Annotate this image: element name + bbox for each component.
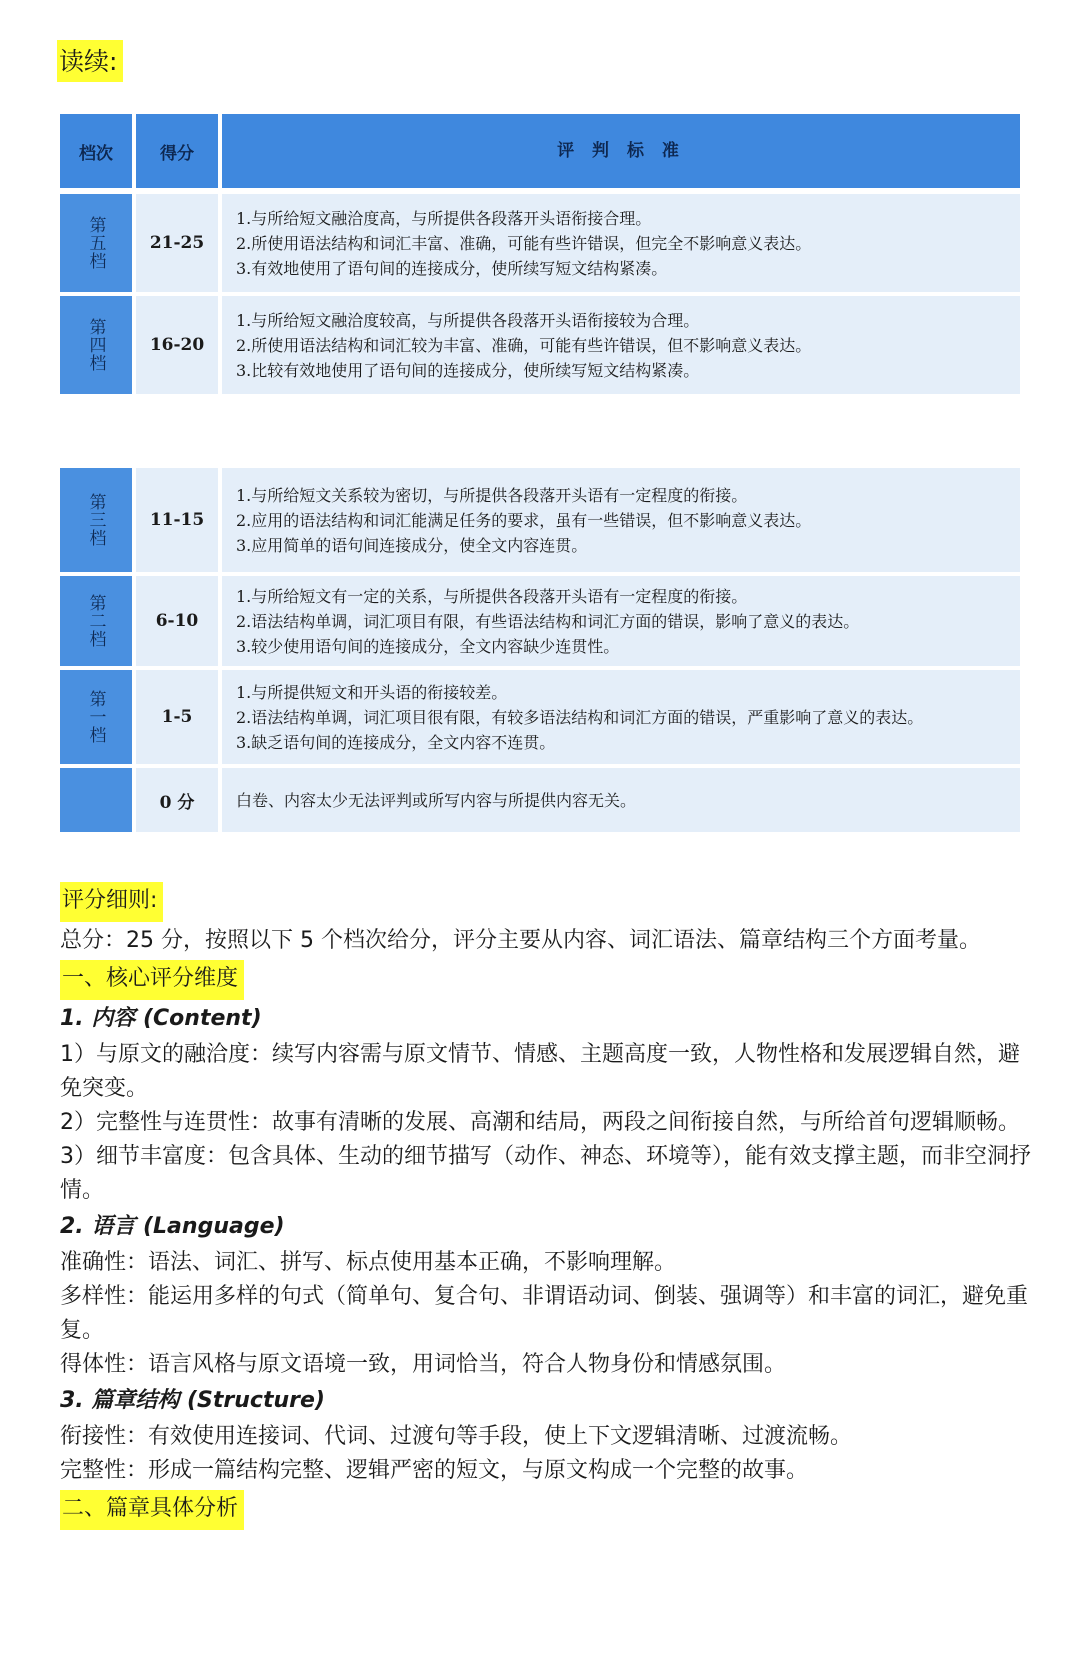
scoring-intro: 总分：25 分，按照以下 5 个档次给分，评分主要从内容、词汇语法、篇章结构三个方面考量。 <box>60 928 981 953</box>
header-criteria: 评 判 标 准 <box>218 114 1020 188</box>
table-header-row <box>60 114 1020 188</box>
table-row <box>60 468 1020 572</box>
paragraph: 衔接性：有效使用连接词、代词、过渡句等手段，使上下文逻辑清晰、过渡流畅。 <box>60 1424 853 1449</box>
table-row <box>60 188 1020 292</box>
score-range: 1-5 <box>132 670 218 764</box>
criteria-line: 3.较少使用语句间的连接成分，全文内容缺少连贯性。 <box>236 636 620 656</box>
criteria-line: 1.与所给短文融洽度高，与所提供各段落开头语衔接合理。 <box>236 208 652 228</box>
criteria-line: 3.有效地使用了语句间的连接成分，使所续写短文结构紧凑。 <box>236 258 668 278</box>
criteria-line: 1.与所给短文融洽度较高，与所提供各段落开头语衔接较为合理。 <box>236 310 700 330</box>
scoring-heading: 评分细则: <box>60 882 163 922</box>
paragraph: 多样性：能运用多样的句式（简单句、复合句、非谓语动词、倒装、强调等）和丰富的词汇，避免重复。 <box>60 1284 1029 1343</box>
subheading-content: 1. 内容 (Content) <box>60 1006 262 1031</box>
subheading-language: 2. 语言 (Language) <box>60 1214 285 1239</box>
score-range: 21-25 <box>132 194 218 292</box>
scoring-details <box>60 880 1040 1532</box>
paragraph: 准确性：语法、词汇、拼写、标点使用基本正确，不影响理解。 <box>60 1250 677 1275</box>
criteria-line: 3.应用简单的语句间连接成分，使全文内容连贯。 <box>236 535 588 555</box>
table-row <box>60 666 1020 764</box>
criteria-line: 2.所使用语法结构和词汇较为丰富、准确，可能有些许错误，但不影响意义表达。 <box>236 335 812 355</box>
section-heading: 一、核心评分维度 <box>60 960 244 1000</box>
criteria-line: 3.比较有效地使用了语句间的连接成分，使所续写短文结构紧凑。 <box>236 360 700 380</box>
criteria-line: 1.与所给短文关系较为密切，与所提供各段落开头语有一定程度的衔接。 <box>236 485 748 505</box>
criteria-line: 2.语法结构单调，词汇项目有限，有些语法结构和词汇方面的错误，影响了意义的表达。 <box>236 611 860 631</box>
score-range: 0 分 <box>132 768 218 832</box>
criteria-line: 白卷、内容太少无法评判或所写内容与所提供内容无关。 <box>236 790 637 810</box>
rubric-table-top <box>60 114 1020 394</box>
score-range: 11-15 <box>132 468 218 572</box>
paragraph: 完整性：形成一篇结构完整、逻辑严密的短文，与原文构成一个完整的故事。 <box>60 1458 809 1483</box>
level-label: 第五档 <box>85 216 106 270</box>
table-row <box>60 292 1020 394</box>
criteria-line: 2.应用的语法结构和词汇能满足任务的要求，虽有一些错误，但不影响意义表达。 <box>236 510 812 530</box>
paragraph: 得体性：语言风格与原文语境一致，用词恰当，符合人物身份和情感氛围。 <box>60 1352 787 1377</box>
table-row <box>60 572 1020 666</box>
criteria-line: 1.与所提供短文和开头语的衔接较差。 <box>236 682 508 702</box>
level-label: 第三档 <box>85 493 106 547</box>
table-row <box>60 764 1020 832</box>
header-level: 档次 <box>60 114 132 188</box>
paragraph: 2）完整性与连贯性：故事有清晰的发展、高潮和结局，两段之间衔接自然，与所给首句逻辑顺畅。 <box>60 1110 1021 1135</box>
paragraph: 1）与原文的融洽度：续写内容需与原文情节、情感、主题高度一致，人物性格和发展逻辑自然，避免突变。 <box>60 1042 1021 1101</box>
rubric-table-bottom <box>60 468 1020 832</box>
score-range: 16-20 <box>132 296 218 394</box>
criteria-line: 2.语法结构单调，词汇项目很有限，有较多语法结构和词汇方面的错误，严重影响了意义的表达。 <box>236 707 924 727</box>
level-label: 第二档 <box>85 594 106 648</box>
level-label: 第四档 <box>85 318 106 372</box>
level-label: 第一档 <box>85 690 106 744</box>
page-title: 读续: <box>57 40 123 82</box>
criteria-line: 2.所使用语法结构和词汇丰富、准确，可能有些许错误，但完全不影响意义表达。 <box>236 233 812 253</box>
score-range: 6-10 <box>132 576 218 666</box>
criteria-line: 1.与所给短文有一定的关系，与所提供各段落开头语有一定程度的衔接。 <box>236 586 748 606</box>
section-heading: 二、篇章具体分析 <box>60 1490 244 1530</box>
header-score: 得分 <box>132 114 218 188</box>
subheading-structure: 3. 篇章结构 (Structure) <box>60 1388 325 1413</box>
criteria-line: 3.缺乏语句间的连接成分，全文内容不连贯。 <box>236 732 556 752</box>
paragraph: 3）细节丰富度：包含具体、生动的细节描写（动作、神态、环境等），能有效支撑主题，而非空洞抒情。 <box>60 1144 1032 1203</box>
